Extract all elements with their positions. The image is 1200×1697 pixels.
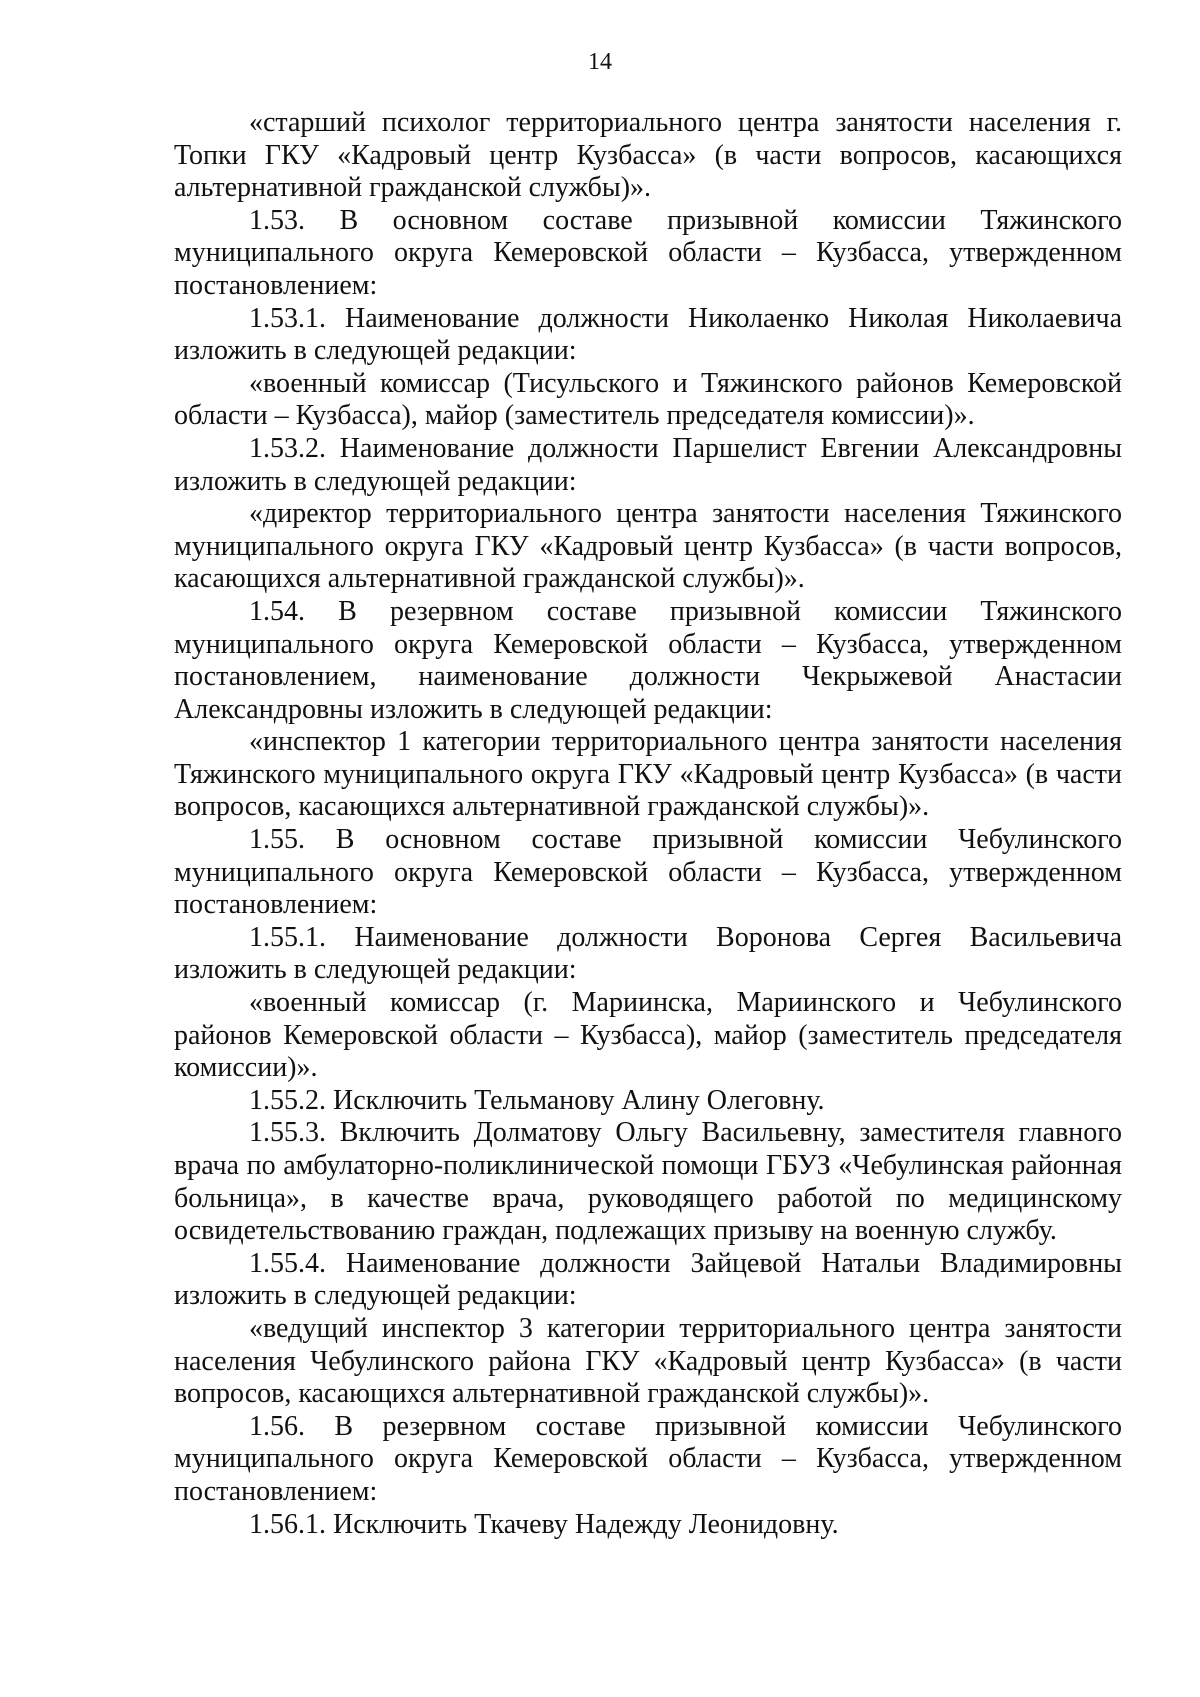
paragraph-1-56: 1.56. В резервном составе призывной комиссии Чебулинского муниципального округа Кемеровской области – Кузбасса, утвержденном постановлением: [174, 1410, 1122, 1507]
paragraph-1-55: 1.55. В основном составе призывной комиссии Чебулинского муниципального округа Кемеровской области – Кузбасса, утвержденном постановлением: [174, 824, 1122, 921]
paragraph-1-53-1: 1.53.1. Наименование должности Николаенко Николая Николаевича изложить в следующей редакции: [174, 302, 1122, 367]
paragraph-1-55-3: 1.55.3. Включить Долматову Ольгу Васильевну, заместителя главного врача по амбулаторно-поликлинической помощи ГБУЗ «Чебулинская районная больница», в качестве врача, руководящего работой по медицинскому освидетельствованию граждан, подлежащих призыву на военную службу. [174, 1117, 1122, 1247]
paragraph-1-55-1: 1.55.1. Наименование должности Воронова Сергея Васильевича изложить в следующей редакции: [174, 921, 1122, 986]
paragraph-quote-director: «директор территориального центра занятости населения Тяжинского муниципального округа ГКУ «Кадровый центр Кузбасса» (в части вопросов, касающихся альтернативной гражданской службы)». [174, 498, 1122, 595]
paragraph-quote-military-commissar-tisul: «военный комиссар (Тисульского и Тяжинского районов Кемеровской области – Кузбасса), майор (заместитель председателя комиссии)». [174, 367, 1122, 432]
paragraph-quote-military-commissar-mariinsk: «военный комиссар (г. Мариинска, Мариинского и Чебулинского районов Кемеровской области – Кузбасса), майор (заместитель председателя комиссии)». [174, 987, 1122, 1084]
paragraph-1-56-1: 1.56.1. Исключить Ткачеву Надежду Леонидовну. [249, 1508, 839, 1540]
paragraph-1-54: 1.54. В резервном составе призывной комиссии Тяжинского муниципального округа Кемеровской области – Кузбасса, утвержденном постановлением, наименование должности Чекрыжевой Анастасии Александровны изложить в следующей редакции: [174, 595, 1122, 725]
paragraph-1-53: 1.53. В основном составе призывной комиссии Тяжинского муниципального округа Кемеровской области – Кузбасса, утвержденном постановлением: [174, 204, 1122, 301]
paragraph-quote-lead-inspector: «ведущий инспектор 3 категории территориального центра занятости населения Чебулинского района ГКУ «Кадровый центр Кузбасса» (в части вопросов, касающихся альтернативной гражданской службы)». [174, 1312, 1122, 1410]
paragraph-1-53-2: 1.53.2. Наименование должности Паршелист Евгении Александровны изложить в следующей редакции: [174, 432, 1122, 497]
page-number: 14 [588, 49, 612, 75]
paragraph-quote-psychologist: «старший психолог территориального центра занятости населения г. Топки ГКУ «Кадровый центр Кузбасса» (в части вопросов, касающихся альтернативной гражданской службы)». [174, 107, 1122, 204]
paragraph-quote-inspector: «инспектор 1 категории территориального центра занятости населения Тяжинского муниципального округа ГКУ «Кадровый центр Кузбасса» (в части вопросов, касающихся альтернативной гражданской службы)». [174, 726, 1122, 823]
paragraph-1-55-2: 1.55.2. Исключить Тельманову Алину Олеговну. [249, 1084, 825, 1116]
document-body [174, 107, 1122, 1541]
paragraph-1-55-4: 1.55.4. Наименование должности Зайцевой Натальи Владимировны изложить в следующей редакции: [174, 1247, 1122, 1312]
